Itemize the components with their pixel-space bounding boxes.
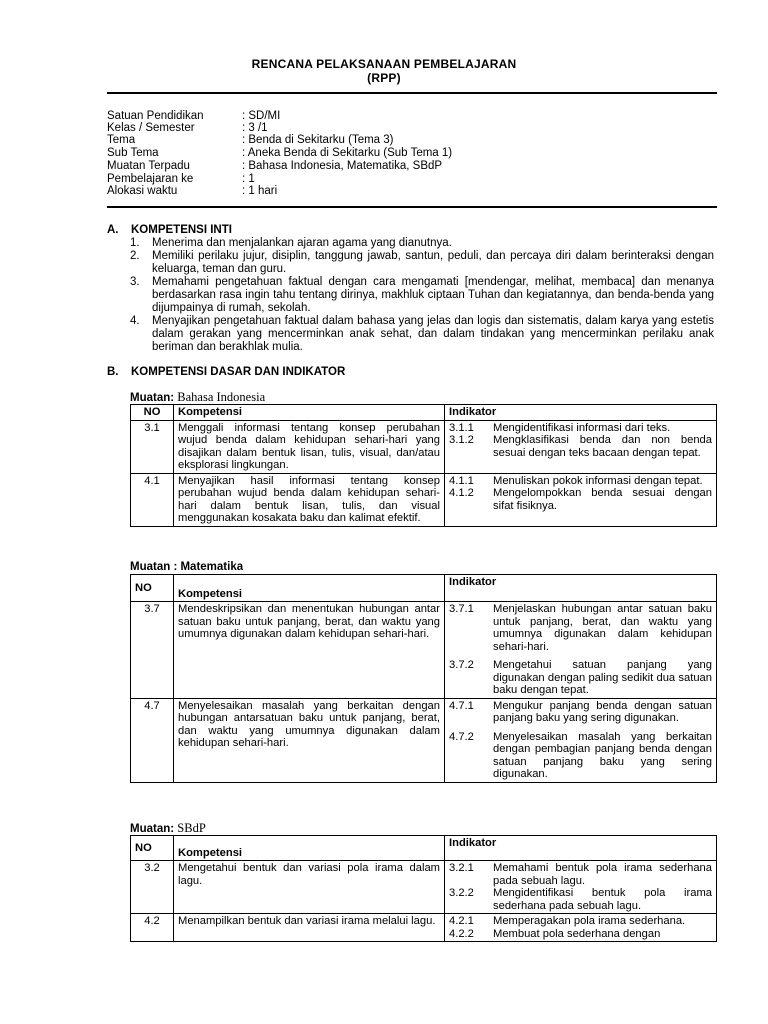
list-number: 4. — [130, 315, 140, 327]
list-number: 3. — [130, 276, 140, 288]
indikator-code: 4.7.1 — [449, 699, 474, 712]
document-subtitle: (RPP) — [367, 71, 401, 85]
indikator-code: 3.1.1 — [449, 421, 474, 434]
indikator-code: 4.7.2 — [449, 730, 474, 743]
table-header-row — [131, 836, 717, 861]
muatan-label: Muatan: — [130, 823, 175, 835]
top-rule — [107, 92, 717, 94]
row-no: 4.2 — [131, 914, 174, 942]
indikator-code: 4.2.2 — [449, 927, 474, 940]
indikator-item — [449, 731, 712, 781]
indikator-code: 3.1.2 — [449, 434, 474, 446]
indikator-code: 3.2.1 — [449, 862, 474, 874]
row-no: 4.7 — [131, 698, 174, 782]
identity-label: Kelas / Semester — [107, 122, 195, 134]
col-header-indikator: Indikator — [445, 836, 717, 861]
indikator-text: Mengklasifikasi benda dan non benda sesuai dengan teks bacaan dengan tepat. — [493, 434, 712, 459]
muatan-sbdp-label — [130, 821, 206, 836]
indikator-text: Mengidentifikasi bentuk pola irama sederhana pada sebuah lagu. — [493, 887, 712, 912]
indikator-text: Memperagakan pola irama sederhana. — [493, 915, 686, 927]
muatan-matematika-label — [130, 561, 243, 573]
indikator-item — [449, 475, 712, 488]
list-item — [130, 237, 714, 250]
row-no: 4.1 — [131, 473, 174, 526]
col-header-no: NO — [131, 405, 174, 421]
list-text: Menyajikan pengetahuan faktual dalam bahasa yang jelas dan logis dan sistematis, dalam karya yang estetis dalam gerakan yang mencerminkan anak sehat, dan dalam tindakan yang mencerminkan perilaku anak beriman dan berakhlak mulia. — [152, 315, 714, 353]
indikator-item — [449, 862, 712, 887]
section-a-heading — [107, 224, 232, 236]
indikator-text: Menjelaskan hubungan antar satuan baku untuk panjang, berat, dan waktu yang umumnya digunakan dalam kehidupan sehari-hari. — [493, 603, 712, 653]
list-number: 1. — [130, 237, 140, 249]
col-header-indikator: Indikator — [445, 575, 717, 602]
muatan-label: Muatan: — [130, 392, 175, 404]
col-header-no: NO — [131, 836, 174, 861]
identity-label: Sub Tema — [107, 147, 159, 159]
identity-value: : 1 hari — [242, 185, 278, 197]
muatan-bahasa-indonesia-label — [130, 390, 265, 405]
list-number: 2. — [130, 250, 140, 262]
section-letter: B. — [107, 366, 119, 378]
row-no: 3.2 — [131, 861, 174, 914]
col-header-indikator: Indikator — [445, 405, 717, 421]
identity-value: : 3 /1 — [242, 122, 268, 134]
list-item — [130, 276, 714, 315]
table-header-row — [131, 405, 717, 421]
section-title: KOMPETENSI DASAR DAN INDIKATOR — [131, 366, 346, 378]
row-kompetensi: Menyajikan hasil informasi tentang konsep perubahan wujud benda dalam kehidupan sehari-hari dalam bentuk lisan, tulis, dan visual menggunakan kosakata baku dan kalimat efektif. — [174, 473, 445, 526]
col-header-kompetensi: Kompetensi — [174, 405, 445, 421]
row-kompetensi: Mengetahui bentuk dan variasi pola irama dalam lagu. — [174, 861, 445, 914]
col-header-kompetensi: Kompetensi — [174, 575, 445, 602]
row-kompetensi: Menyelesaikan masalah yang berkaitan dengan hubungan antarsatuan baku untuk panjang, berat, dan waktu yang umumnya digunakan dalam kehidupan sehari-hari. — [174, 698, 445, 782]
indikator-item — [449, 915, 712, 928]
row-indikator — [445, 698, 717, 782]
row-kompetensi: Menampilkan bentuk dan variasi irama melalui lagu. — [174, 914, 445, 942]
identity-value: : Benda di Sekitarku (Tema 3) — [242, 134, 394, 146]
row-indikator — [445, 473, 717, 526]
identity-label: Muatan Terpadu — [107, 160, 190, 172]
indikator-text: Mengukur panjang benda dengan satuan panjang baku yang sering digunakan. — [493, 699, 712, 724]
indikator-code: 4.1.2 — [449, 487, 474, 499]
indikator-text: Memahami bentuk pola irama sederhana pada sebuah lagu. — [493, 862, 712, 887]
list-text: Memahami pengetahuan faktual dengan cara mengamati [mendengar, melihat, membaca] dan menanya berdasarkan rasa ingin tahu tentang dirinya, makhluk ciptaan Tuhan dan kegiatannya, dan benda-benda yang dijumpainya di rumah, sekolah. — [152, 276, 714, 314]
indikator-item — [449, 603, 712, 653]
col-header-kompetensi: Kompetensi — [174, 836, 445, 861]
indikator-item — [449, 700, 712, 725]
table-row — [131, 473, 717, 526]
section-title: KOMPETENSI INTI — [131, 224, 232, 236]
list-text: Menerima dan menjalankan ajaran agama yang dianutnya. — [152, 237, 452, 249]
indikator-text: Menyelesaikan masalah yang berkaitan dengan pembagian panjang benda dengan satuan panjang baku yang sering digunakan. — [493, 730, 712, 780]
identity-label: Pembelajaran ke — [107, 173, 194, 185]
indikator-item — [449, 434, 712, 459]
identity-rule — [107, 206, 717, 208]
indikator-code: 3.7.2 — [449, 659, 474, 671]
identity-value: : 1 — [242, 173, 255, 185]
muatan-value: Bahasa Indonesia — [177, 390, 266, 404]
list-item — [130, 250, 714, 276]
identity-label: Tema — [107, 134, 136, 146]
row-no: 3.7 — [131, 602, 174, 699]
indikator-text: Mengetahui satuan panjang yang digunakan dengan paling sedikit dua satuan baku dengan tepat. — [493, 659, 712, 696]
row-kompetensi: Mendeskripsikan dan menentukan hubungan antar satuan baku untuk panjang, berat, dan waktu yang umumnya digunakan dalam kehidupan sehari-hari. — [174, 602, 445, 699]
identity-value: : Aneka Benda di Sekitarku (Sub Tema 1) — [242, 147, 453, 159]
indikator-text: Mengidentifikasi informasi dari teks. — [493, 421, 671, 434]
table-row — [131, 420, 717, 473]
table-row — [131, 914, 717, 942]
list-item — [130, 315, 714, 354]
indikator-item — [449, 487, 712, 512]
indikator-item — [449, 887, 712, 912]
section-b-heading — [107, 366, 345, 378]
kompetensi-inti-list — [130, 237, 714, 354]
indikator-text: Menuliskan pokok informasi dengan tepat. — [493, 474, 703, 487]
indikator-text: Mengelompokkan benda sesuai dengan sifat fisiknya. — [493, 487, 712, 512]
indikator-code: 4.2.1 — [449, 915, 474, 927]
indikator-item — [449, 422, 712, 435]
row-indikator — [445, 420, 717, 473]
col-header-no: NO — [131, 575, 174, 602]
table-row — [131, 861, 717, 914]
table-header-row — [131, 575, 717, 602]
table-row — [131, 698, 717, 782]
row-indikator — [445, 602, 717, 699]
indikator-text: Membuat pola sederhana dengan — [493, 927, 661, 940]
muatan-value: SBdP — [177, 821, 206, 835]
row-indikator — [445, 861, 717, 914]
indikator-item — [449, 659, 712, 697]
row-no: 3.1 — [131, 420, 174, 473]
indikator-code: 3.7.1 — [449, 603, 474, 615]
list-text: Memiliki perilaku jujur, disiplin, tanggung jawab, santun, peduli, dan percaya diri dalam berinteraksi dengan keluarga, teman dan guru. — [152, 250, 714, 275]
document-title: RENCANA PELAKSANAAN PEMBELAJARAN — [251, 57, 517, 71]
table-sbdp — [130, 835, 717, 942]
identity-value: : SD/MI — [242, 110, 281, 122]
section-letter: A. — [107, 224, 119, 236]
identity-label: Alokasi waktu — [107, 185, 178, 197]
row-indikator — [445, 914, 717, 942]
identity-value: : Bahasa Indonesia, Matematika, SBdP — [242, 160, 443, 172]
indikator-code: 4.1.1 — [449, 474, 474, 487]
table-matematika — [130, 574, 717, 783]
muatan-label: Muatan : Matematika — [130, 561, 244, 573]
indikator-code: 3.2.2 — [449, 887, 474, 899]
table-row — [131, 602, 717, 699]
table-bahasa-indonesia — [130, 404, 717, 527]
identity-label: Satuan Pendidikan — [107, 110, 204, 122]
indikator-item — [449, 928, 712, 941]
row-kompetensi: Menggali informasi tentang konsep perubahan wujud benda dalam kehidupan sehari-hari yang disajikan dalam bentuk lisan, tulis, visual, dan/atau eksplorasi lingkungan. — [174, 420, 445, 473]
